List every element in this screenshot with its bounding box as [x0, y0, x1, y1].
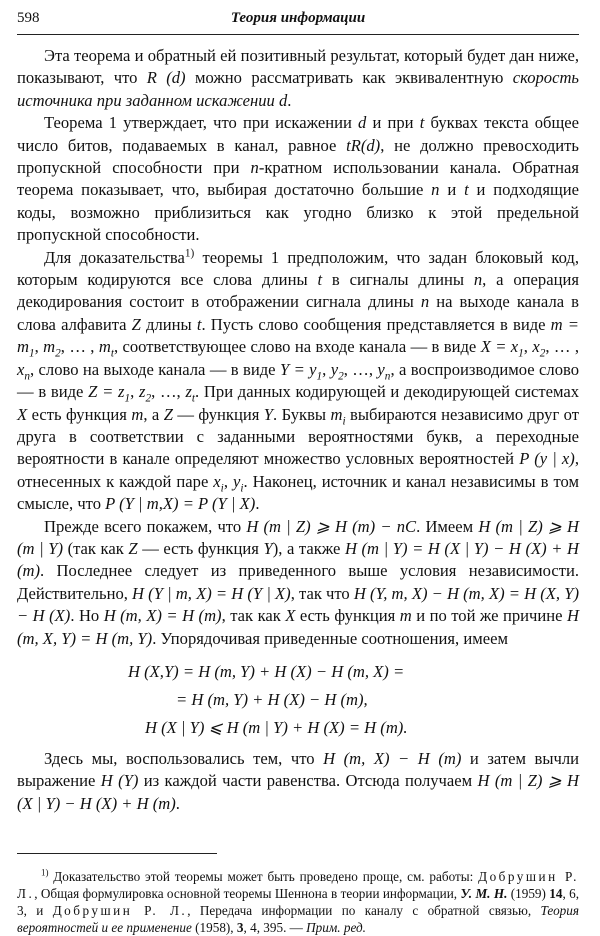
text-run: m: [98, 337, 111, 357]
text-run: , Передача информации по каналу с обратной связью,: [187, 903, 541, 919]
paragraph: [17, 112, 579, 246]
text-run: H (Y, m, X) − H (m, X) = H (X, Y) − H (X): [17, 583, 579, 626]
text-run: и по той же причине: [411, 606, 568, 626]
text-run: n: [24, 370, 31, 382]
text-run: ), а также: [272, 538, 345, 558]
text-run: Теорема 1 утверждает, что при искажении: [44, 113, 358, 133]
text-run: , Общая формулировка основной теоремы Шеннона в теории информации,: [34, 886, 461, 902]
text-run: скорость источника при заданном искажении d: [17, 68, 579, 110]
text-run: 14: [549, 886, 563, 902]
text-run: m: [330, 404, 343, 424]
text-run: и при: [366, 113, 420, 133]
text-run: , а операция декодирования состоит в отображении сигнала длины: [17, 270, 579, 312]
text-run: . Упорядочивая приведенные соотношения, имеем: [152, 628, 508, 648]
footnote-rule: [17, 853, 217, 854]
body-text: [17, 45, 579, 815]
text-run: Y = y: [279, 359, 317, 379]
text-run: z: [138, 382, 146, 402]
text-run: ,: [523, 337, 533, 357]
text-run: Добрушин Р. Л.: [52, 903, 188, 919]
text-run: Z: [163, 404, 173, 424]
text-run: (1959): [507, 886, 550, 902]
text-run: 2: [145, 392, 152, 405]
text-run: t: [196, 314, 202, 334]
text-run: X: [285, 606, 296, 626]
text-run: 2: [338, 370, 344, 382]
text-run: Здесь мы, воспользовались тем, что: [44, 748, 324, 768]
text-run: . Имеем: [416, 516, 479, 536]
text-run: ,: [322, 359, 331, 379]
text-run: H (m, X) = H (m): [103, 606, 222, 626]
text-run: , не должно превосходить пропускной способности при: [17, 135, 579, 178]
running-head-title: Теория информации: [230, 10, 366, 26]
text-run: 1: [124, 392, 131, 405]
text-run: — есть функция: [137, 538, 264, 558]
text-run: — функция: [172, 404, 264, 424]
text-run: R (d): [146, 68, 186, 88]
text-run: , … ,: [60, 337, 99, 357]
text-run: H (m, X) − H (m): [323, 748, 462, 768]
text-run: , 4, 395. —: [243, 920, 307, 936]
text-run: 1: [518, 347, 524, 360]
text-run: выбираются независимо друг от друга в соответствии с заданными вероятностями букв, а переходные вероятности в канале определяют множество условных вероятностей: [17, 404, 580, 469]
text-run: ,: [34, 337, 44, 357]
text-run: (так как: [62, 538, 129, 558]
text-run: H (Y): [100, 771, 139, 791]
text-run: , соответствующее слово на входе канала — в виде: [113, 337, 481, 357]
text-run: x: [17, 359, 25, 379]
text-run: . Наконец, источник и канал независимы в том смысле, что: [17, 471, 580, 514]
text-run: 3: [236, 920, 244, 936]
footnote: [17, 868, 579, 936]
text-run: X = x: [480, 337, 519, 357]
text-run: , … ,: [545, 337, 579, 357]
paragraph: [17, 247, 579, 516]
text-run: x: [213, 471, 221, 491]
text-run: H (Y | m, X) = H (Y | X): [132, 583, 291, 603]
text-run: P (y | x): [519, 449, 575, 469]
text-run: Z: [131, 314, 141, 334]
paragraph: [17, 748, 579, 815]
text-run: n: [384, 370, 391, 382]
text-run: , так что: [290, 583, 354, 603]
text-run: t: [191, 392, 196, 405]
text-run: -кратном использовании канала. Обратная теорема показывает, что, выбирая достаточно большие: [17, 158, 579, 200]
text-run: ,: [223, 471, 233, 491]
text-run: из каждой части равенства. Отсюда получаем: [138, 771, 478, 791]
text-run: i: [342, 414, 346, 427]
text-run: t: [464, 180, 469, 200]
text-run: y: [330, 359, 339, 379]
text-run: , …,: [151, 382, 186, 402]
page-number: 598: [17, 10, 40, 26]
text-run: и: [439, 180, 465, 200]
text-run: Для доказательства: [44, 247, 185, 267]
text-run: . При данных кодирующей и декодирующей системах: [195, 382, 579, 402]
text-run: Z = z: [88, 382, 125, 402]
text-run: t: [317, 270, 323, 290]
text-run: , 6, 3, и: [17, 886, 579, 919]
text-run: Y: [263, 404, 274, 424]
equation-block: [17, 658, 579, 742]
text-run: H (m | Y) = H (X | Y) − H (X) + H (m): [17, 538, 580, 581]
text-run: Прежде всего покажем, что: [44, 516, 247, 536]
text-run: m: [399, 606, 412, 626]
text-run: длины: [140, 314, 197, 334]
text-run: , …,: [343, 359, 378, 379]
text-run: в сигналы длины: [322, 270, 474, 290]
paragraph: [17, 516, 579, 650]
text-run: теоремы 1 предположим, что задан блоковый код, которым кодируются все слова длины: [17, 247, 579, 290]
text-run: Доказательство этой теоремы может быть проведено проще, см. работы:: [48, 869, 479, 885]
text-run: n: [473, 270, 483, 290]
text-run: 1: [316, 370, 323, 382]
equation-line: = H (m, Y) + H (X) − H (m),: [176, 689, 368, 709]
text-run: и подходящие коды, возможно приблизиться как угодно близко к этой предельной пропускной способности.: [17, 180, 580, 245]
text-run: , отнесенных к каждой паре: [17, 449, 579, 491]
text-run: .: [175, 793, 180, 813]
text-run: x: [532, 337, 540, 357]
equation-line: H (X,Y) = H (m, Y) + H (X) − H (m, X) =: [128, 661, 405, 681]
running-head: [17, 10, 579, 35]
text-run: 2: [539, 347, 546, 360]
text-run: Y: [263, 538, 273, 558]
text-run: . Но: [70, 606, 104, 626]
text-run: t: [110, 347, 114, 360]
text-run: H (m, X, Y) = H (m, Y): [17, 606, 579, 648]
text-run: есть функция: [295, 606, 400, 626]
text-run: i: [240, 482, 244, 495]
text-run: m: [131, 404, 144, 424]
text-run: У. М. Н.: [460, 886, 508, 902]
text-run: , так как: [221, 606, 286, 626]
text-run: . Последнее следует из приведенного выше условия независимости. Действительно,: [17, 561, 579, 603]
text-run: tR(d): [346, 135, 381, 155]
text-run: Эта теорема и обратный ей позитивный результат, который будет дан ниже, показывают, что: [17, 46, 579, 88]
text-run: m: [43, 337, 56, 357]
text-run: Теория вероятностей и ее применение: [17, 903, 579, 936]
text-run: , слово на выходе канала — в виде: [30, 359, 280, 379]
paragraph: [17, 45, 579, 112]
text-run: ,: [130, 382, 139, 402]
text-run: Добрушин Р. Л.: [17, 869, 579, 902]
text-run: X: [17, 404, 28, 424]
text-run: Z: [128, 538, 138, 558]
text-run: H (m | Z) ⩾ H (X | Y) − H (X) + H (m): [17, 771, 579, 813]
text-run: y: [232, 471, 241, 491]
text-run: 2: [55, 347, 61, 360]
text-run: .: [287, 90, 292, 110]
equation-line: H (X | Y) ⩽ H (m | Y) + H (X) = H (m).: [145, 717, 408, 737]
text-run: , а воспроизводимое слово — в виде: [17, 359, 580, 402]
text-run: (1958),: [191, 920, 237, 936]
text-run: m = m: [17, 314, 579, 357]
text-run: z: [185, 382, 192, 402]
text-run: n: [420, 292, 430, 312]
text-run: t: [419, 113, 425, 133]
text-run: H (m | Z) ⩾ H (m | Y): [17, 516, 579, 558]
text-run: . Пусть слово сообщения представляется в виде: [201, 314, 551, 334]
text-run: Прим. ред.: [306, 920, 366, 936]
text-run: можно рассматривать как эквивалентную: [185, 68, 513, 88]
text-run: буквах текста общее число битов, подаваемых в канал, равное: [17, 113, 579, 155]
text-run: 1: [28, 347, 35, 360]
text-run: .: [255, 494, 260, 514]
text-run: P (Y | m,X) = P (Y | X): [105, 494, 256, 514]
text-run: на выходе канала в слова алфавита: [17, 292, 579, 334]
text-run: d: [358, 113, 367, 133]
text-run: 1): [184, 247, 195, 260]
text-run: 1): [41, 867, 49, 878]
text-run: H (m | Z) ⩾ H (m) − nC: [246, 516, 417, 536]
text-run: . Буквы: [273, 404, 331, 424]
text-run: и затем вычли выражение: [17, 748, 579, 791]
text-run: n: [250, 158, 259, 178]
text-run: есть функция: [27, 404, 132, 424]
text-run: y: [377, 359, 385, 379]
text-run: , а: [143, 404, 164, 424]
text-run: i: [220, 482, 224, 495]
text-run: n: [431, 180, 440, 200]
